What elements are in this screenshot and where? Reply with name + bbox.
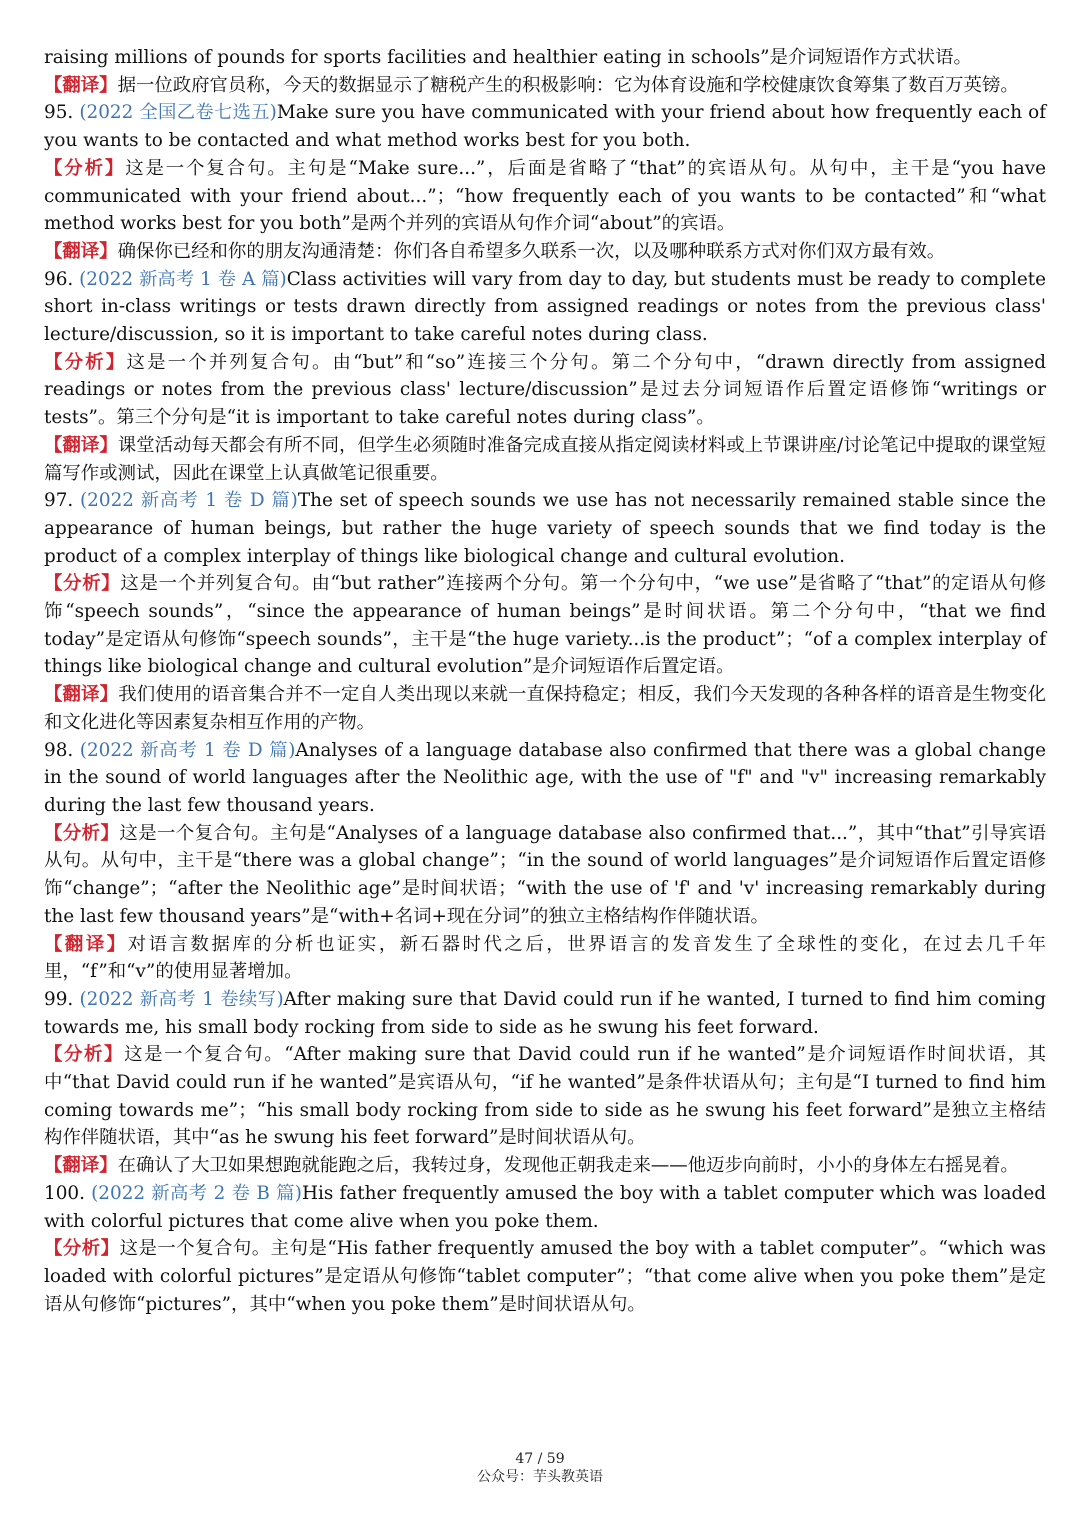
paragraph-text: 课堂活动每天都会有所不同，但学生必须随时准备完成直接从指定阅读材料或上节课讲座/讨论笔记中提取的课堂短篇写作或测试，因此在课堂上认真做笔记很重要。 — [44, 434, 1046, 484]
paragraph-text: 在确认了大卫如果想跑就能跑之后，我转过身，发现他正朝我走来——他迈步向前时，小小的身体左右摇晃着。 — [117, 1155, 1019, 1177]
translation-paragraph — [44, 681, 1046, 736]
section-label: 【翻译】 — [44, 684, 119, 706]
continued-text: raising millions of pounds for sports facilities and healthier eating in schools”是介词短语作方式状语。 — [44, 47, 972, 68]
section-label: 【分析】 — [44, 573, 121, 595]
analysis-paragraph — [44, 820, 1046, 931]
item-sentence: Class activities will vary from day to day, but students must be ready to complete short in-class writings or tests drawn directly from assigned readings or notes from the previous class' lecture/discussion, so it is important to take careful notes during class. — [44, 268, 1046, 346]
document-body — [44, 44, 1046, 1318]
translation-paragraph — [44, 1152, 1046, 1180]
item-number: 100. — [44, 1182, 92, 1204]
translation-paragraph — [44, 432, 1046, 487]
item-number: 97. — [44, 490, 80, 512]
item-sentence: After making sure that David could run if he wanted, I turned to find him coming towards me, his small body rocking from side to side as he swung his feet forward. — [44, 988, 1047, 1038]
translation-paragraph — [44, 931, 1046, 986]
item-source: (2022 新高考 1 卷 A 篇) — [79, 268, 287, 290]
item-source: (2022 新高考 1 卷 D 篇) — [79, 739, 296, 761]
paragraph-text: 我们使用的语音集合并不一定自人类出现以来就一直保持稳定；相反，我们今天发现的各种各样的语音是生物变化和文化进化等因素复杂相互作用的产物。 — [44, 684, 1046, 733]
paragraph-text: 这是一个复合句。主句是“Analyses of a language database also confirmed that...”，其中“that”引导宾语从句。从句中，主干是“there was a global change”；“in the sound of world languages”是介词短语作后置定语修饰“change”；“after the Neolithic age”是时间状语；“with the use of 'f' and 'v' increasing remarkably during the last few thousand years”是“with+名词+现在分词”的独立主格结构作伴随状语。 — [44, 822, 1046, 927]
section-label: 【翻译】 — [44, 240, 118, 262]
paragraph-text: 这是一个并列复合句。由“but rather”连接两个分句。第一个分句中，“we use”是省略了“that”的定语从句修饰“speech sounds”，“since the appearance of human beings”是时间状语。第二个分句中，“that we find today”是定语从句修饰“speech sounds”，主干是“the huge variety...is the product”；“of a complex interplay of things like biological change and cultural evolution”是介词短语作后置定语。 — [44, 573, 1046, 678]
item-number: 96. — [44, 268, 80, 290]
question-item — [44, 986, 1046, 1041]
paragraph-text: 这是一个复合句。“After making sure that David could run if he wanted”是介词短语作时间状语，其中“that David could run if he wanted”是宾语从句，“if he wanted”是条件状语从句；主句是“I turned to find him coming towards me”；“his small body rocking from side to side as he swung his feet forward”是独立主格结构作伴随状语，其中“as he swung his feet forward”是时间状语从句。 — [44, 1044, 1046, 1149]
item-sentence: Make sure you have communicated with your friend about how frequently each of you wants to be contacted and what method works best for you both. — [44, 102, 1046, 152]
paragraph-text: 确保你已经和你的朋友沟通清楚：你们各自希望多久联系一次，以及哪种联系方式对你们双方最有效。 — [117, 240, 946, 262]
item-source: (2022 新高考 1 卷续写) — [79, 988, 284, 1010]
wechat-account: 公众号：芋头教英语 — [477, 1469, 603, 1485]
section-label: 【翻译】 — [44, 74, 118, 96]
paragraph-text: 对语言数据库的分析也证实，新石器时代之后，世界语言的发音发生了全球性的变化，在过去几千年里，“f”和“v”的使用显著增加。 — [44, 933, 1046, 983]
paragraph-text: 这是一个复合句。主句是“Make sure...”，后面是省略了“that”的宾语从句。从句中，主干是“you have communicated with your friend about...”；“how frequently each of you wants to be contacted”和“what method works best for you both”是两个并列的宾语从句作介词“about”的宾语。 — [44, 157, 1046, 235]
section-label: 【分析】 — [44, 1238, 120, 1260]
paragraph-text: 据一位政府官员称，今天的数据显示了糖税产生的积极影响：它为体育设施和学校健康饮食筹集了数百万英镑。 — [117, 74, 1019, 96]
analysis-paragraph — [44, 570, 1046, 681]
item-source: (2022 新高考 1 卷 D 篇) — [80, 490, 298, 512]
section-label: 【分析】 — [44, 1044, 125, 1066]
analysis-paragraph — [44, 155, 1046, 238]
item-sentence: Analyses of a language database also confirmed that there was a global change in the sound of world languages after the Neolithic age, with the use of "f" and "v" increasing remarkably during the last few thousand years. — [44, 739, 1046, 816]
item-number: 98. — [44, 739, 80, 761]
section-label: 【分析】 — [44, 822, 120, 844]
question-item — [44, 737, 1046, 820]
section-label: 【翻译】 — [44, 1155, 118, 1177]
section-label: 【翻译】 — [44, 434, 118, 456]
item-number: 99. — [44, 988, 80, 1010]
question-item — [44, 1180, 1046, 1235]
section-label: 【分析】 — [44, 157, 126, 179]
section-label: 【翻译】 — [44, 933, 128, 955]
paragraph-text: 这是一个复合句。主句是“His father frequently amused the boy with a tablet computer”。“which was loaded with colorful pictures”是定语从句修饰“tablet computer”；“that come alive when you poke them”是定语从句修饰“pictures”，其中“when you poke them”是时间状语从句。 — [44, 1238, 1046, 1315]
question-item — [44, 266, 1046, 349]
analysis-paragraph — [44, 1041, 1046, 1152]
item-sentence: The set of speech sounds we use has not necessarily remained stable since the appearance of human beings, but rather the huge variety of speech sounds that we find today is the product of a complex interplay of things like biological change and cultural evolution. — [44, 490, 1046, 567]
section-label: 【分析】 — [44, 351, 127, 373]
page-number: 47 / 59 — [515, 1451, 565, 1467]
translation-paragraph — [44, 72, 1046, 100]
item-source: (2022 全国乙卷七选五) — [79, 102, 277, 124]
analysis-paragraph — [44, 1235, 1046, 1318]
paragraph-text: 这是一个并列复合句。由“but”和“so”连接三个分句。第二个分句中，“drawn directly from assigned readings or notes from the previous class' lecture/discussion”是过去分词短语作后置定语修饰“writings or tests”。第三个分句是“it is important to take careful notes during class”。 — [44, 351, 1046, 429]
translation-paragraph — [44, 238, 1046, 266]
analysis-paragraph — [44, 349, 1046, 432]
item-sentence: His father frequently amused the boy with a tablet computer which was loaded with colorful pictures that come alive when you poke them. — [44, 1182, 1046, 1232]
item-source: (2022 新高考 2 卷 B 篇) — [91, 1182, 302, 1204]
item-number: 95. — [44, 102, 80, 124]
question-item — [44, 99, 1046, 154]
question-item — [44, 487, 1046, 570]
